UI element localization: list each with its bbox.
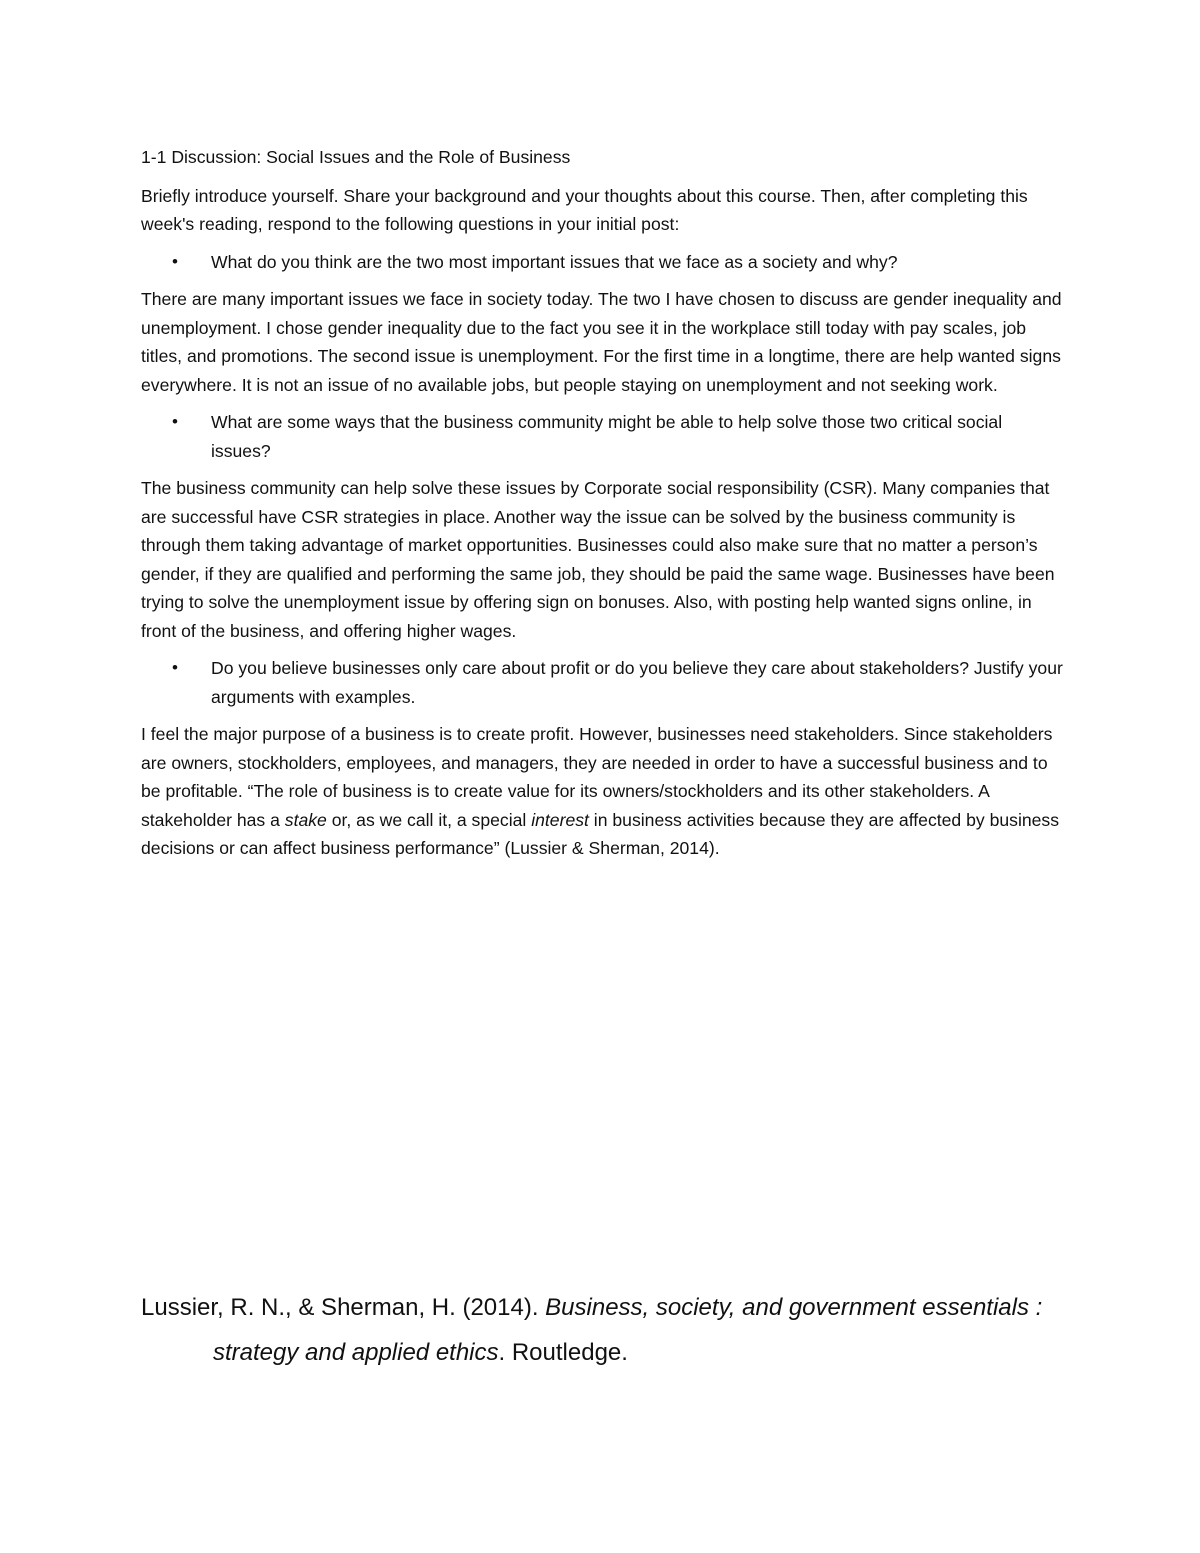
bullet-icon: • xyxy=(172,412,178,431)
reference-authors: Lussier, R. N., & Sherman, H. (2014). xyxy=(141,1294,546,1321)
answer-1-paragraph: There are many important issues we face in society today. The two I have chosen to discuss are gender inequality and unemployment. I chose gender inequality due to the fact you see it in the workplace still today with pay scales, job titles, and promotions. The second issue is unemployment. For the first time in a longtime, there are help wanted signs everywhere. It is not an issue of no available jobs, but people staying on unemployment and not seeking work. xyxy=(141,289,1062,395)
answer-2-paragraph: The business community can help solve these issues by Corporate social responsibility (CSR). Many companies that are successful have CSR strategies in place. Another way the issue can be solved by the business community is through them taking advantage of market opportunities. Businesses could also make sure that no matter a person’s gender, if they are qualified and performing the same job, they should be paid the same wage. Businesses have been trying to solve the unemployment issue by offering sign on bonuses. Also, with posting help wanted signs online, in front of the business, and offering higher wages. xyxy=(141,478,1055,641)
reference-publisher: . Routledge. xyxy=(498,1339,628,1366)
answer-3-stake: stake xyxy=(284,809,327,830)
answer-3-paragraph xyxy=(141,720,1066,863)
answer-3-part2: or, as we call it, a special xyxy=(326,809,532,830)
reference-title-part2: strategy and applied ethics xyxy=(213,1339,499,1366)
answer-3-part3: in business activities because they are affected by business decisions or can affect business performance” (Lussier & Sherman, 2014). xyxy=(141,809,1060,858)
answer-3-part1: I feel the major purpose of a business is to create profit. However, businesses need stakeholders. Since stakeholders are owners, stockholders, employees, and managers, they are needed in order to have a successful business and to be profitable. “The role of business is to create value for its owners/stockholders and its other stakeholders. A stakeholder has a xyxy=(141,724,1053,830)
document-title: 1-1 Discussion: Social Issues and the Role of Business xyxy=(141,147,571,167)
intro-paragraph: Briefly introduce yourself. Share your background and your thoughts about this course. Then, after completing this week's reading, respond to the following questions in your initial post: xyxy=(141,185,1028,234)
question-3-text: Do you believe businesses only care about profit or do you believe they care about stakeholders? Justify your arguments with examples. xyxy=(211,658,1063,707)
bullet-icon: • xyxy=(172,658,178,677)
question-3 xyxy=(141,654,1066,711)
question-1-text: What do you think are the two most important issues that we face as a society and why? xyxy=(211,251,898,272)
bullet-icon: • xyxy=(172,251,178,271)
reference-line-1 xyxy=(141,1285,1071,1330)
document-body xyxy=(141,143,1066,872)
question-2 xyxy=(141,408,1066,465)
question-2-text: What are some ways that the business community might be able to help solve those two critical social issues? xyxy=(211,412,1003,461)
question-1 xyxy=(141,248,1066,277)
answer-3-interest: interest xyxy=(531,809,589,830)
reference-entry xyxy=(141,1285,1071,1375)
reference-line-2 xyxy=(141,1330,1071,1375)
reference-title-part1: Business, society, and government essentials : xyxy=(545,1294,1043,1321)
